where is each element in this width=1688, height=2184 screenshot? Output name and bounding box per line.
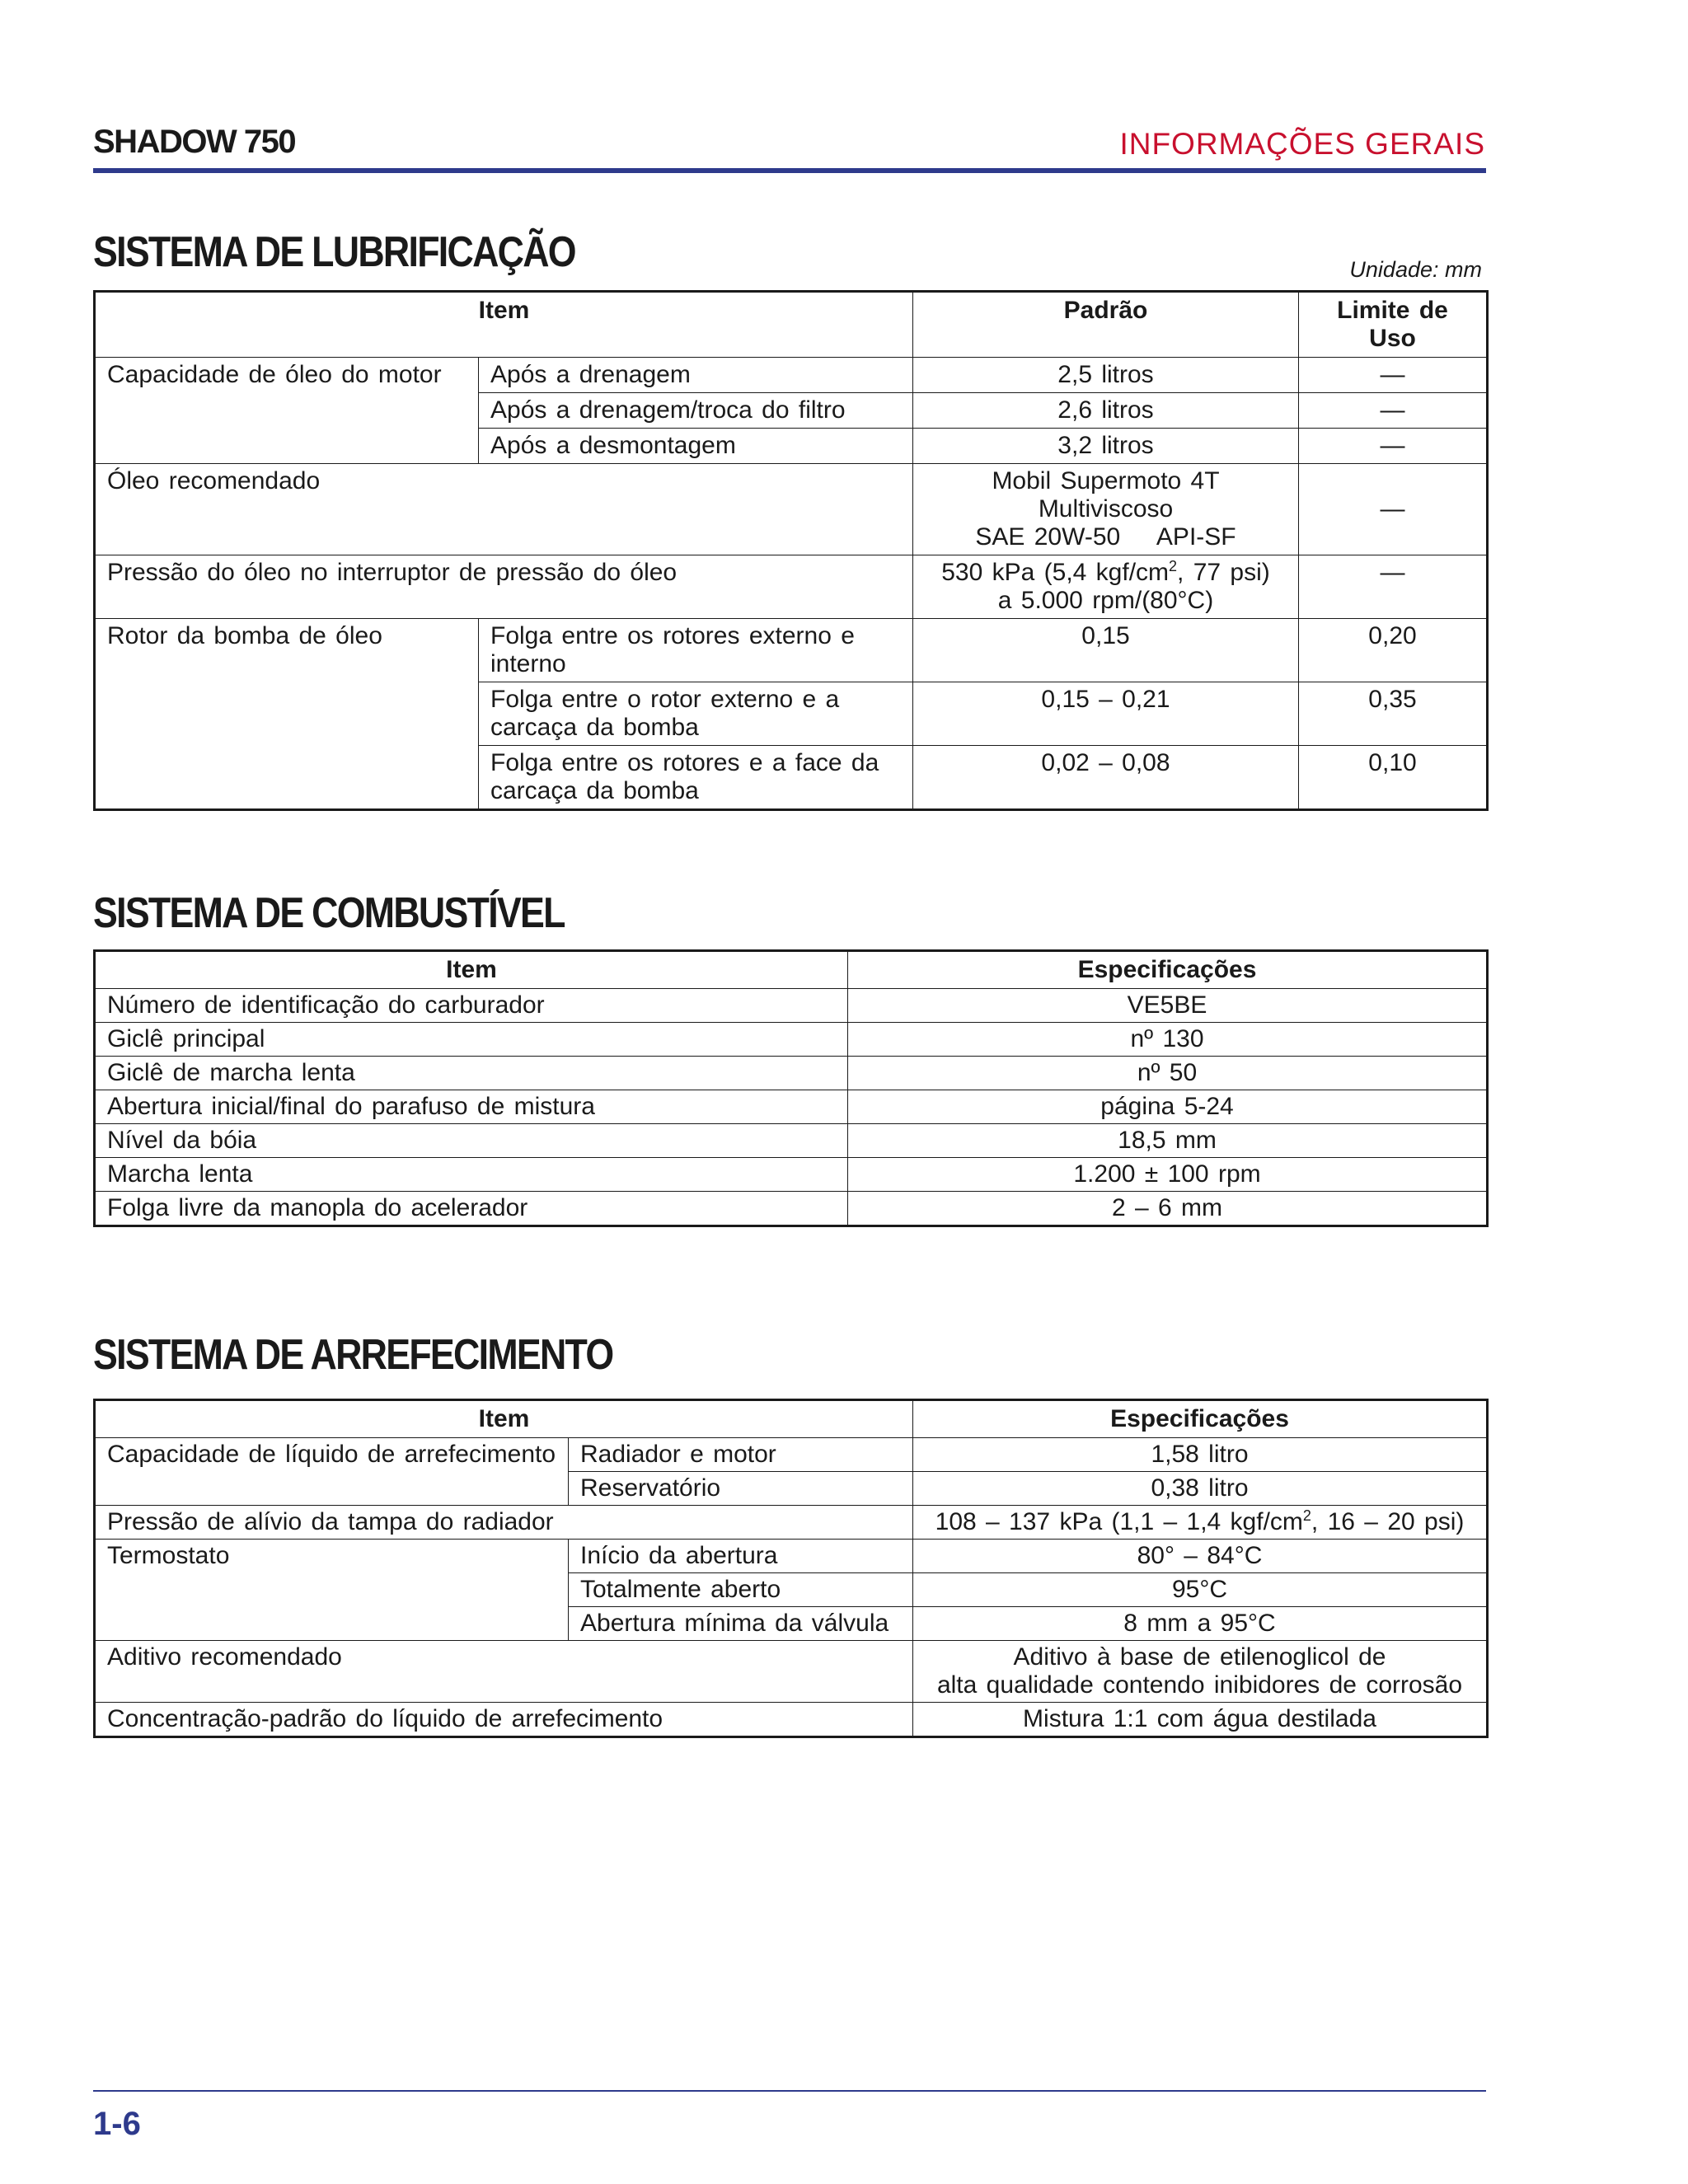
row-limit: — xyxy=(1299,393,1488,429)
row-standard: 2,6 litros xyxy=(913,393,1299,429)
row-item: Nível da bóia xyxy=(95,1124,848,1158)
row-item: Abertura inicial/final do parafuso de mistura xyxy=(95,1090,848,1124)
row-spec: nº 50 xyxy=(848,1057,1488,1090)
table-row xyxy=(95,555,1488,619)
row-sub-label: Abertura mínima da válvula xyxy=(569,1607,913,1641)
pressure-text: 108 – 137 kPa (1,1 – 1,4 kgf/cm xyxy=(935,1508,1303,1535)
row-spec: 95°C xyxy=(913,1573,1488,1607)
cap-pressure-value xyxy=(913,1506,1488,1540)
recommended-oil-value xyxy=(913,464,1299,555)
row-item: Número de identificação do carburador xyxy=(95,989,848,1023)
row-spec: página 5-24 xyxy=(848,1090,1488,1124)
coolant-capacity-label: Capacidade de líquido de arrefecimento xyxy=(95,1438,569,1506)
table-row xyxy=(95,619,1488,682)
row-sub-label: Totalmente aberto xyxy=(569,1573,913,1607)
table-row xyxy=(95,1641,1488,1703)
row-standard: 3,2 litros xyxy=(913,429,1299,464)
row-spec: VE5BE xyxy=(848,989,1488,1023)
row-standard: 2,5 litros xyxy=(913,358,1299,393)
table-header-row xyxy=(95,1400,1488,1438)
section-title: INFORMAÇÕES GERAIS xyxy=(1119,127,1485,161)
model-title: SHADOW 750 xyxy=(93,124,296,160)
additive-label: Aditivo recomendado xyxy=(95,1641,913,1703)
row-sub-label: Radiador e motor xyxy=(569,1438,913,1472)
lubrication-title: SISTEMA DE LUBRIFICAÇÃO xyxy=(93,228,575,276)
oil-pressure-label: Pressão do óleo no interruptor de pressão do óleo xyxy=(95,555,913,619)
row-limit: — xyxy=(1299,429,1488,464)
superscript: 2 xyxy=(1169,558,1178,574)
additive-line: Aditivo à base de etilenoglicol de xyxy=(1013,1643,1386,1671)
cooling-title: SISTEMA DE ARREFECIMENTO xyxy=(93,1331,613,1379)
row-sub-label: Início da abertura xyxy=(569,1540,913,1573)
row-spec: 1,58 litro xyxy=(913,1438,1488,1472)
oil-pressure-line xyxy=(925,559,1287,587)
table-row xyxy=(95,989,1488,1023)
col-header-item: Item xyxy=(95,951,848,989)
row-standard: 0,15 xyxy=(913,619,1299,682)
row-sub-label: Após a desmontagem xyxy=(479,429,913,464)
table-row xyxy=(95,1540,1488,1573)
row-sub-label: Folga entre o rotor externo e a carcaça da bomba xyxy=(479,682,913,746)
oil-grade: SAE 20W-50 API-SF xyxy=(975,523,1236,551)
row-spec: 8 mm a 95°C xyxy=(913,1607,1488,1641)
oil-capacity-label: Capacidade de óleo do motor xyxy=(95,358,479,464)
fuel-table xyxy=(93,949,1489,1227)
row-sub-label: Após a drenagem xyxy=(479,358,913,393)
table-row xyxy=(95,1057,1488,1090)
oil-brand: Mobil Supermoto 4T xyxy=(992,467,1220,494)
row-sub-label: Folga entre os rotores e a face da carcaça da bomba xyxy=(479,746,913,810)
col-header-item: Item xyxy=(95,292,913,358)
row-spec: 0,38 litro xyxy=(913,1472,1488,1506)
pressure-text-end: , 16 – 20 psi) xyxy=(1311,1508,1465,1535)
row-sub-label: Folga entre os rotores externo e interno xyxy=(479,619,913,682)
row-standard: 0,15 – 0,21 xyxy=(913,682,1299,746)
thermostat-label: Termostato xyxy=(95,1540,569,1641)
cooling-table xyxy=(93,1399,1489,1738)
unit-note: Unidade: mm xyxy=(1349,257,1482,282)
oil-pressure-rpm: a 5.000 rpm/(80°C) xyxy=(997,587,1214,614)
col-header-item: Item xyxy=(95,1400,913,1438)
row-limit: — xyxy=(1299,555,1488,619)
row-limit: — xyxy=(1299,464,1488,555)
row-spec: nº 130 xyxy=(848,1023,1488,1057)
superscript: 2 xyxy=(1302,1507,1311,1524)
row-item: Marcha lenta xyxy=(95,1158,848,1192)
table-row xyxy=(95,1158,1488,1192)
table-row xyxy=(95,1438,1488,1472)
table-row xyxy=(95,1023,1488,1057)
table-row xyxy=(95,1192,1488,1226)
table-row xyxy=(95,464,1488,555)
recommended-oil-label: Óleo recomendado xyxy=(95,464,913,555)
page-number: 1-6 xyxy=(93,2106,141,2142)
col-header-limit: Limite de Uso xyxy=(1299,292,1488,358)
col-header-spec: Especificações xyxy=(848,951,1488,989)
oil-pressure-value xyxy=(913,555,1299,619)
row-spec: 2 – 6 mm xyxy=(848,1192,1488,1226)
table-row xyxy=(95,358,1488,393)
table-row xyxy=(95,1090,1488,1124)
pump-rotor-label: Rotor da bomba de óleo xyxy=(95,619,479,810)
additive-line: alta qualidade contendo inibidores de corrosão xyxy=(936,1671,1463,1699)
row-spec: 1.200 ± 100 rpm xyxy=(848,1158,1488,1192)
cap-pressure-label: Pressão de alívio da tampa do radiador xyxy=(95,1506,913,1540)
oil-type: Multiviscoso xyxy=(1038,495,1174,523)
fuel-title: SISTEMA DE COMBUSTÍVEL xyxy=(93,889,565,937)
row-standard: 0,02 – 0,08 xyxy=(913,746,1299,810)
table-row xyxy=(95,1703,1488,1737)
row-limit: — xyxy=(1299,358,1488,393)
row-spec: 18,5 mm xyxy=(848,1124,1488,1158)
footer-rule xyxy=(93,2090,1486,2092)
row-limit: 0,35 xyxy=(1299,682,1488,746)
lubrication-table xyxy=(93,290,1489,811)
row-sub-label: Após a drenagem/troca do filtro xyxy=(479,393,913,429)
row-limit: 0,20 xyxy=(1299,619,1488,682)
row-spec: 80° – 84°C xyxy=(913,1540,1488,1573)
pressure-text-end: , 77 psi) xyxy=(1177,559,1270,586)
row-item: Giclê principal xyxy=(95,1023,848,1057)
row-sub-label: Reservatório xyxy=(569,1472,913,1506)
col-header-spec: Especificações xyxy=(913,1400,1488,1438)
row-item: Giclê de marcha lenta xyxy=(95,1057,848,1090)
row-item: Folga livre da manopla do acelerador xyxy=(95,1192,848,1226)
concentration-value: Mistura 1:1 com água destilada xyxy=(913,1703,1488,1737)
table-header-row xyxy=(95,292,1488,358)
table-header-row xyxy=(95,951,1488,989)
table-row xyxy=(95,1506,1488,1540)
pressure-text: 530 kPa (5,4 kgf/cm xyxy=(941,559,1170,586)
additive-value xyxy=(913,1641,1488,1703)
concentration-label: Concentração-padrão do líquido de arrefecimento xyxy=(95,1703,913,1737)
row-limit: 0,10 xyxy=(1299,746,1488,810)
header-rule xyxy=(93,168,1486,173)
table-row xyxy=(95,1124,1488,1158)
col-header-standard: Padrão xyxy=(913,292,1299,358)
